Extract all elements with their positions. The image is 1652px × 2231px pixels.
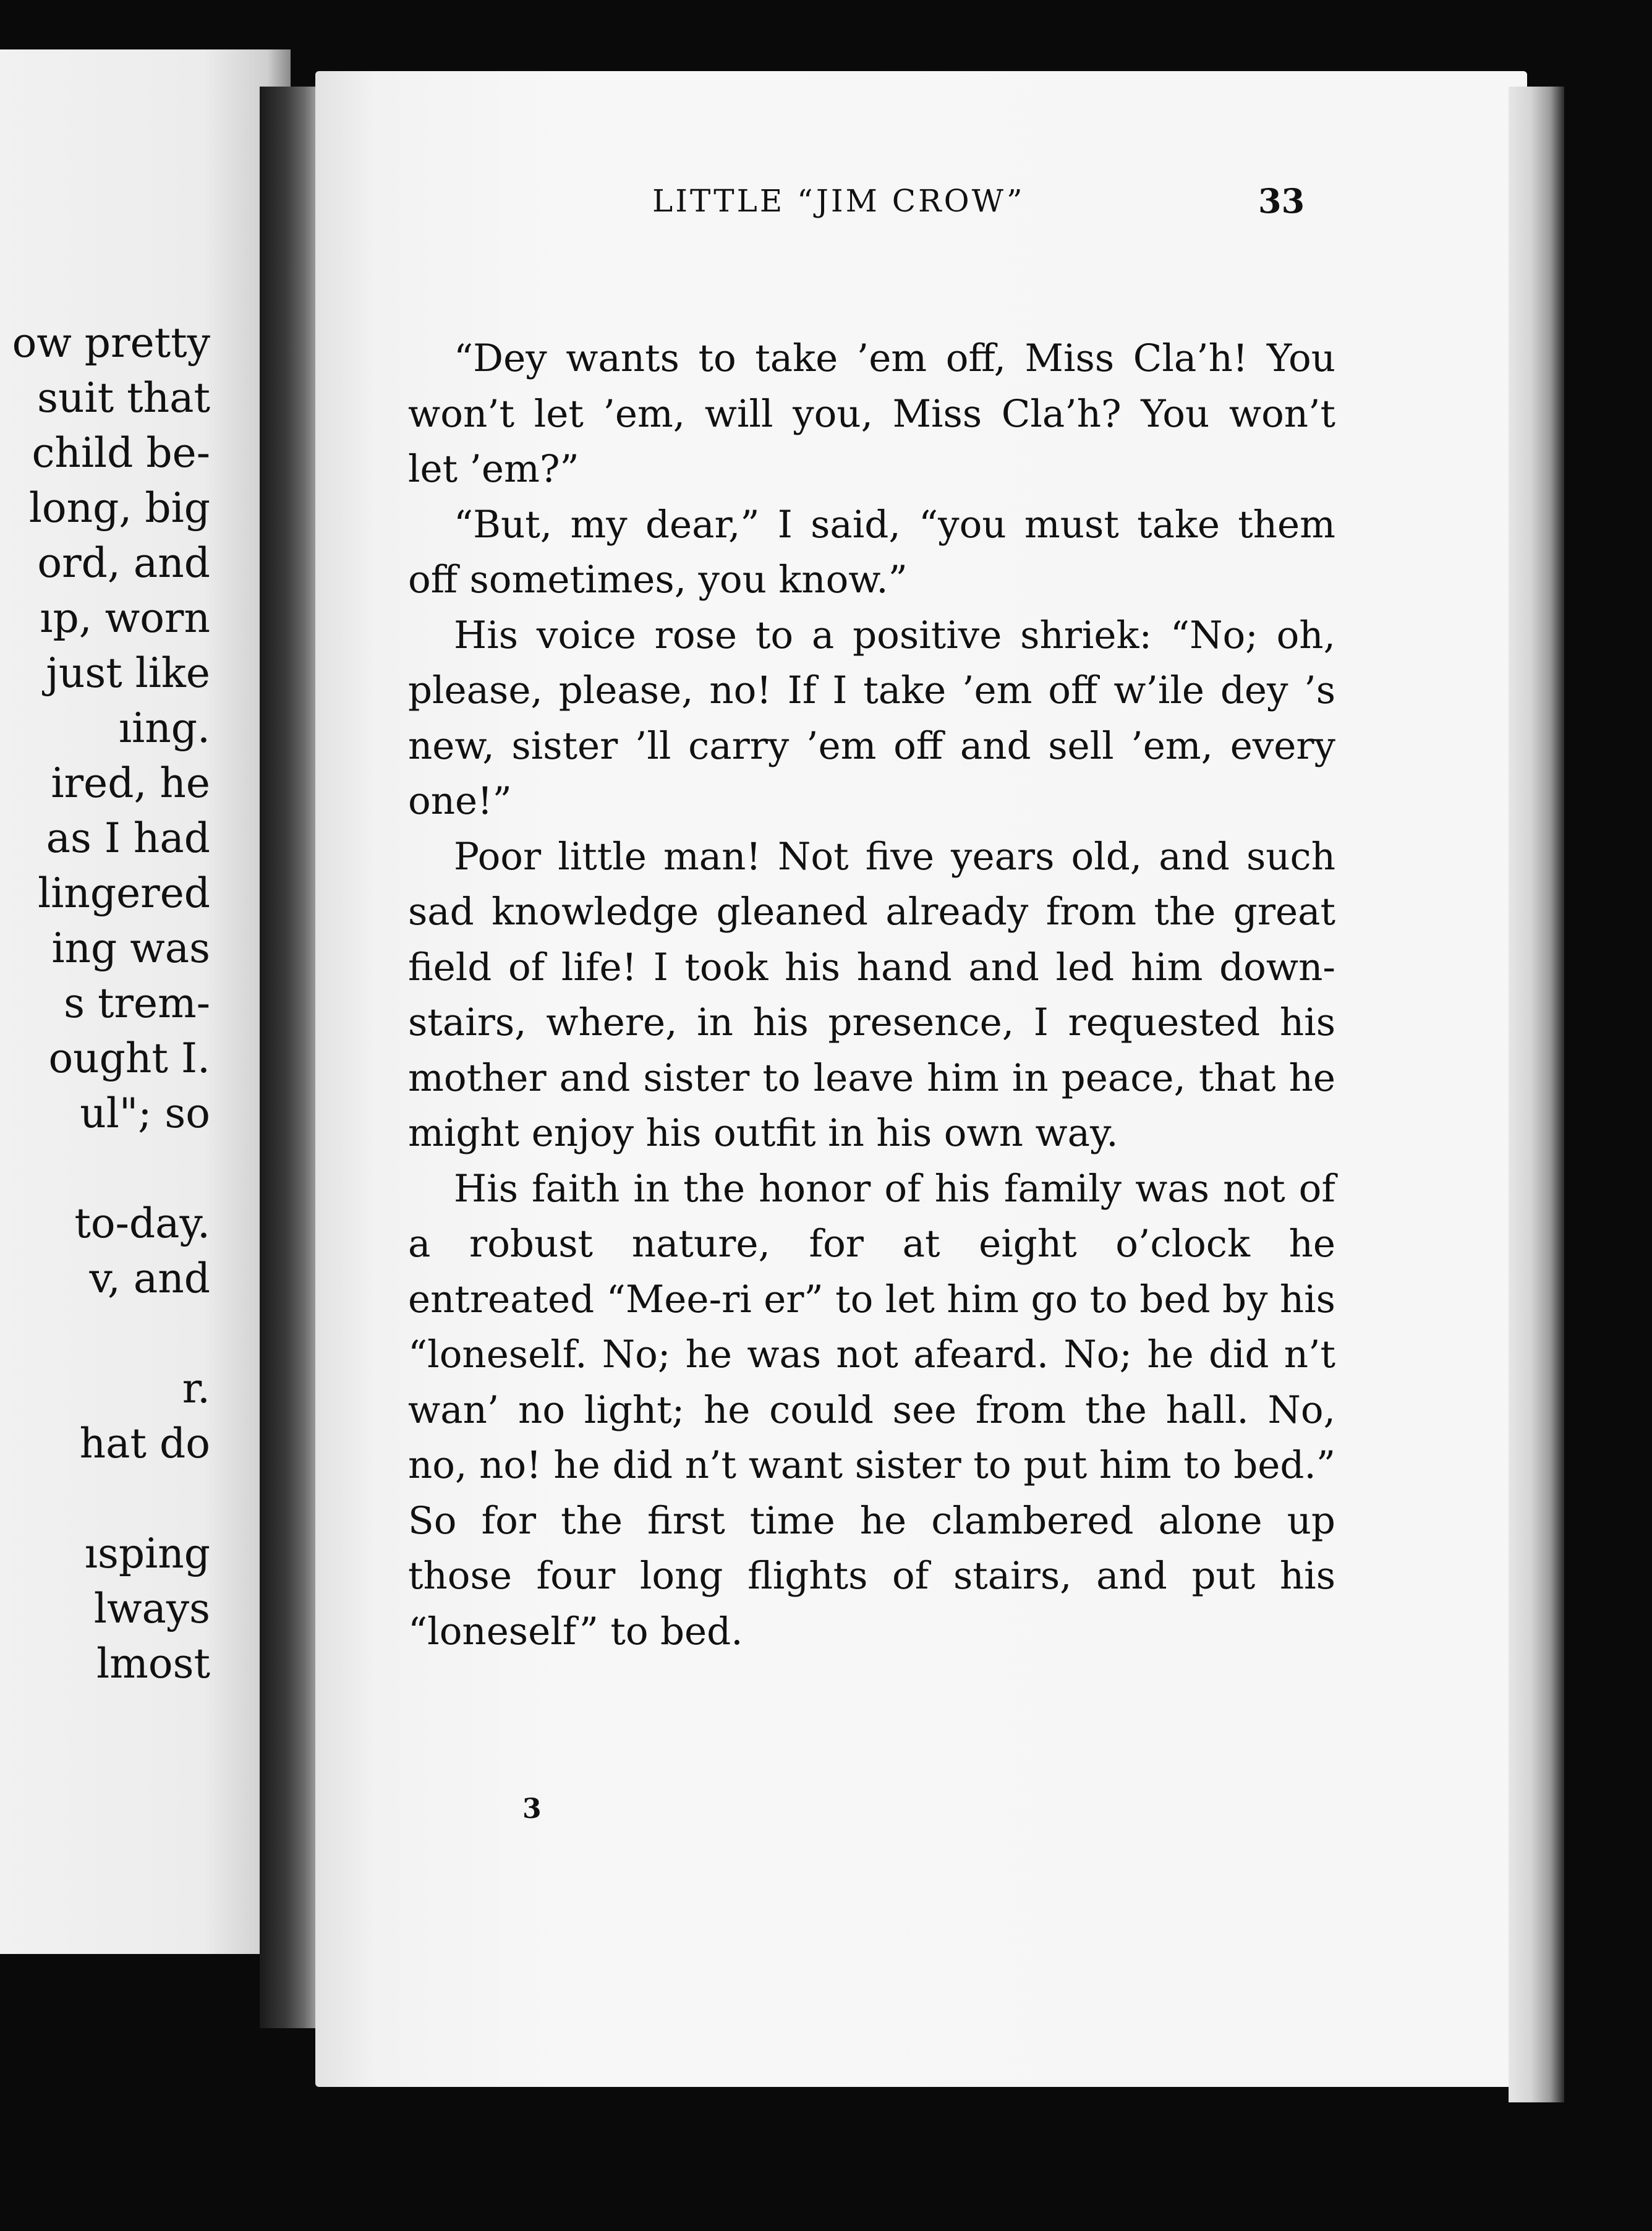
paragraph: “But, my dear,” I said, “you must take them off sometimes, you know.”	[408, 502, 1335, 602]
left-page-line: r.	[182, 1365, 210, 1412]
paragraph: His faith in the honor of his family was not of a robust nature, for at eight o’clock he entreated “Mee-ri er” to let him go to bed by his “loneself. No; he was not afeard. No; he did n’t wan’ no light; he could see from the hall. No, no, no! he did n’t want sister to put him to bed.” So for the first time he clambered alone up those four long flights of stairs, and put his “loneself” to bed.	[408, 1166, 1335, 1653]
paragraph: Poor little man! Not five years old, and such sad knowledge gleaned already from the great field of life! I took his hand and led him down-stairs, where, in his presence, I requested his mother and sister to leave him in peace, that he might enjoy his outfit in his own way.	[408, 834, 1335, 1155]
left-page-line: long, big	[28, 484, 210, 532]
left-page-line: ord, and	[37, 539, 210, 587]
left-page-line: ing was	[51, 924, 210, 972]
left-page-line: ul"; so	[80, 1090, 210, 1137]
left-page-line: ısping	[84, 1530, 210, 1577]
running-title: LITTLE “JIM CROW”	[652, 183, 1025, 219]
left-page-line: s trem-	[64, 979, 210, 1027]
left-page-line: just like	[46, 649, 210, 697]
left-page-line: ow pretty	[12, 319, 210, 367]
page-number: 33	[1258, 181, 1305, 221]
left-page-line: lmost	[96, 1640, 210, 1687]
left-page-line: child be-	[32, 429, 210, 477]
paragraph: His voice rose to a positive shriek: “No; oh, please, please, no! If I take ’em off w’ile dey ’s new, sister ’ll carry ’em off and sell ’em, every one!”	[408, 613, 1335, 823]
left-page-line	[0, 1471, 291, 1526]
left-page-line: ired, he	[51, 759, 210, 807]
left-page-line: v, and	[89, 1255, 210, 1302]
left-page-line	[0, 1306, 291, 1361]
left-page-line: lways	[93, 1585, 210, 1632]
left-page-line: hat do	[79, 1420, 210, 1467]
left-page-line: as I had	[46, 814, 210, 862]
page-edge	[1509, 87, 1564, 2102]
left-page-line: ought I.	[48, 1034, 210, 1082]
signature-mark: 3	[522, 1793, 542, 1825]
left-page-line: suit that	[37, 374, 210, 422]
paragraph: “Dey wants to take ’em off, Miss Cla’h! You won’t let ’em, will you, Miss Cla’h? You won’t let ’em?”	[408, 336, 1335, 491]
left-page	[0, 49, 291, 1954]
left-page-line: lingered	[38, 869, 210, 917]
left-page-line	[0, 1141, 291, 1196]
left-page-line: ıing.	[119, 704, 210, 752]
left-page-line: ıp, worn	[40, 594, 210, 642]
body-text	[408, 331, 1335, 1659]
running-head	[334, 167, 1311, 235]
left-page-text	[0, 315, 291, 1691]
left-page-line: to-day.	[74, 1200, 210, 1247]
